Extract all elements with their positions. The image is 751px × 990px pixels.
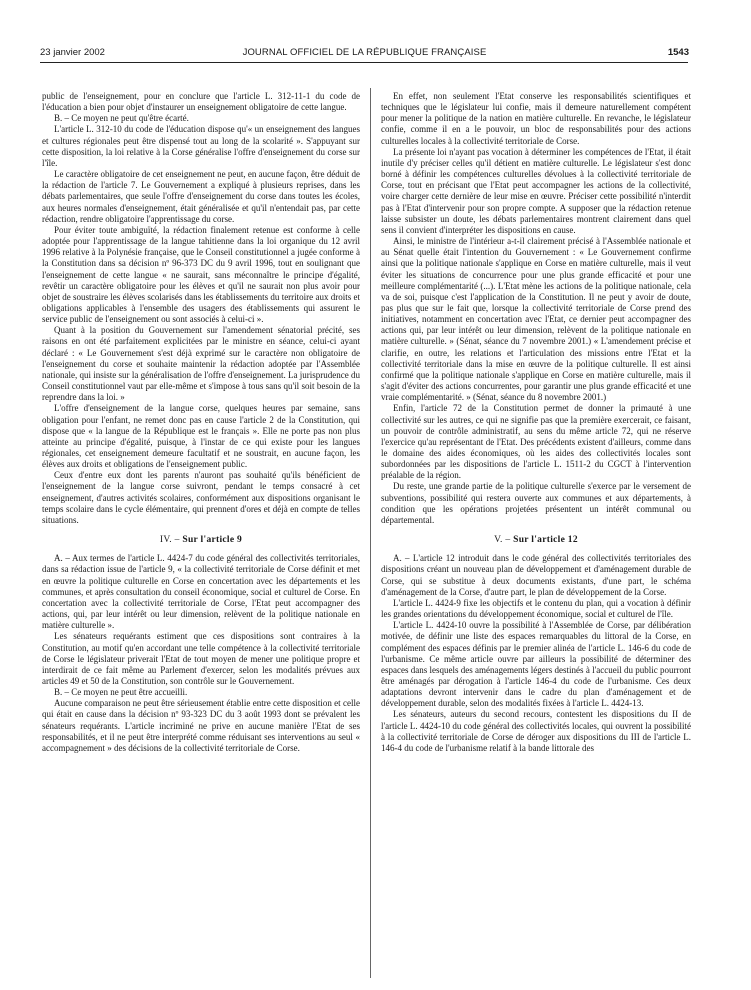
- section-heading: [381, 535, 691, 546]
- paragraph: Les sénateurs, auteurs du second recours, contestent les dispositions du II de l'article L. 4424-10 du code général des collectivités locales, qui ouvrent la possibilité à la collectivité territoriale de Corse de déroger aux dispositions du III de l'article L. 146-4 du code de l'urbanisme relatif à la bande littorale des: [381, 709, 691, 753]
- paragraph: Quant à la position du Gouvernement sur l'amendement sénatorial précité, ses raisons en ont été parfaitement explicitées par le ministre en séance, celui-ci ayant déclaré : « Le Gouvernement s'est déjà exprimé sur le caractère non obligatoire de l'enseignement du corse et souhaite maintenir la rédaction adoptée par l'Assemblée nationale, qui insiste sur la généralisation de l'offre d'enseignement. La jurisprudence du Conseil constitutionnel vaut par elle-même et s'impose à tous sans qu'il soit besoin de la reprendre dans la loi. »: [42, 325, 360, 403]
- section-heading: [42, 535, 360, 546]
- section-heading-number: IV. –: [159, 535, 180, 546]
- paragraph: B. – Ce moyen ne peut être accueilli.: [54, 687, 188, 698]
- section-heading-title: Sur l'article 9: [182, 535, 243, 546]
- left-column: [42, 91, 360, 754]
- page-header: [40, 47, 689, 61]
- paragraph: L'article L. 4424-9 fixe les objectifs et le contenu du plan, qui a vocation à définir les grandes orientations du développement économique, social et culturel de l'île.: [381, 597, 691, 620]
- paragraph: Pour éviter toute ambiguïté, la rédaction finalement retenue est conforme à celle adoptée pour l'apprentissage de la langue tahitienne dans la loi organique du 12 avril 1996 relative à la Polynésie française, que le Conseil constitutionnel a jugée conforme à la Constitution dans sa décision nº 96-373 DC du 9 avril 1996, tout en soulignant que l'enseignement de cette langue « ne saurait, sans méconnaître le principe d'égalité, revêtir un caractère obligatoire pour les élèves et qu'il ne saurait non plus avoir pour objet de soustraire les élèves scolarisés dans les établissements du territoire aux droits et obligations applicables à l'ensemble des usagers des établissements qui assurent le service public de l'enseignement ou sont associés à celui-ci ».: [42, 224, 360, 325]
- paragraph: L'article L. 312-10 du code de l'éducation dispose qu'« un enseignement des langues et cultures régionales peut être dispensé tout au long de la scolarité ». S'appuyant sur cette disposition, la loi relative à la Corse généralise l'offre d'enseignement du corse sur l'île.: [42, 124, 360, 168]
- header-page-number: 1543: [667, 47, 689, 58]
- header-date: 23 janvier 2002: [40, 47, 105, 58]
- paragraph: En effet, non seulement l'Etat conserve les responsabilités scientifiques et techniques que le législateur lui confie, mais il demeure naturellement compétent pour mener la politique de la nation en matière culturelle. En revanche, le législateur confie, comme il en a le pouvoir, un bloc de responsabilités pour des actions culturelles locales à la collectivité territoriale de Corse.: [381, 91, 691, 146]
- header-rule: [40, 62, 688, 63]
- paragraph: L'offre d'enseignement de la langue corse, quelques heures par semaine, sans obligation pour l'enfant, ne remet donc pas en cause l'article 2 de la Constitution, qui dispose que « la langue de la République est le français ». Elle ne porte pas non plus atteinte au principe d'égalité, puisque, à l'instar de ce qui existe pour les langues régionales, cet enseignement demeure facultatif et ne soustrait, en aucune façon, les élèves aux droits et obligations de l'enseignement public.: [42, 403, 360, 470]
- paragraph: La présente loi n'ayant pas vocation à déterminer les compétences de l'Etat, il était inutile d'y préciser celles qu'il détient en matière culturelle. Le législateur s'est donc borné à définir les compétences culturelles dévolues à la collectivité territoriale de Corse, tout en précisant que l'Etat peut accompagner les actions de la collectivité, voire charger cette dernière de leur mise en œuvre. Préciser cette possibilité n'interdit pas à l'Etat d'intervenir pour son propre compte. A supposer que la rédaction retenue laisse subsister un doute, les débats parlementaires montrent clairement dans quel sens il convient d'interpréter les dispositions en cause.: [381, 146, 691, 235]
- paragraph: Aucune comparaison ne peut être sérieusement établie entre cette disposition et celle qui était en cause dans la décision nº 93-323 DC du 3 août 1993 dont se prévalent les sénateurs requérants. L'article incriminé ne prive en aucune manière l'Etat de ses responsabilités, et il ne peut être interprété comme réduisant ses interventions au seul « accompagnement » des décisions de la collectivité territoriale de Corse.: [42, 698, 360, 753]
- paragraph: Du reste, une grande partie de la politique culturelle s'exerce par le versement de subventions, possibilité qui restera ouverte aux communes et aux départements, à condition que les opérations projetées présentent un intérêt communal ou départemental.: [381, 481, 691, 525]
- paragraph: Ainsi, le ministre de l'intérieur a-t-il clairement précisé à l'Assemblée nationale et au Sénat quelle était l'intention du Gouvernement : « Le Gouvernement confirme ainsi que la politique nationale s'applique en Corse en matière culturelle, mais il veut éviter les situations de concurrence pour une plus grande efficacité et pour une meilleure complémentarité (...). L'Etat mène les actions de la politique nationale, cela va de soi, puisque c'est l'application de la Constitution. Il ne peut y avoir de doute, pas plus que sur le fait que, lorsque la collectivité territoriale de Corse prend des initiatives, notamment en concertation avec l'Etat, ce dernier peut accompagner des actions qui, par leur intérêt ou leur dimension, relèvent de la politique nationale en matière culturelle. » (Sénat, séance du 7 novembre 2001.) « L'amendement précise et clarifie, en outre, les relations et l'articulation des missions entre l'Etat et la collectivité territoriale dans la mise en œuvre de la politique culturelle. Il est ainsi confirmé que la politique nationale s'applique en Corse en matière culturelle, mais il s'agit d'éviter des actions concurrentes, pour garantir une plus grande efficacité et une vraie complémentarité. » (Sénat, séance du 8 novembre 2001.): [381, 236, 691, 403]
- paragraph: B. – Ce moyen ne peut qu'être écarté.: [54, 113, 189, 124]
- paragraph: Les sénateurs requérants estiment que ces dispositions sont contraires à la Constitution, au motif qu'en accordant une telle compétence à la collectivité territoriale de Corse le législateur priverait l'Etat de tout moyen de mener une politique propre et interdirait de ce fait même au Parlement d'exercer, selon les modalités prévues aux articles 49 et 50 de la Constitution, son contrôle sur le Gouvernement.: [42, 631, 360, 686]
- paragraph: Le caractère obligatoire de cet enseignement ne peut, en aucune façon, être déduit de la rédaction de l'article 7. Le Gouvernement a expliqué à plusieurs reprises, dans les débats parlementaires, que seule l'offre d'enseignement du corse dans toutes les écoles, aux heures normales d'enseignement, était généralisée et qu'il n'entendait pas, par cette rédaction, rendre obligatoire l'apprentissage du corse.: [42, 169, 360, 224]
- right-column: [381, 91, 691, 754]
- section-heading-title: Sur l'article 12: [513, 535, 578, 546]
- paragraph: A. – Aux termes de l'article L. 4424-7 du code général des collectivités territoriales, dans sa rédaction issue de l'article 9, « la collectivité territoriale de Corse définit et met en œuvre la politique culturelle en Corse en concertation avec les départements et les communes, et après consultation du conseil économique, social et culturel de Corse. En concertation avec la collectivité territoriale de Corse, l'Etat peut accompagner des actions, qui, par leur intérêt ou leur dimension, relèvent de la politique nationale en matière culturelle ».: [42, 553, 360, 631]
- paragraph: public de l'enseignement, pour en conclure que l'article L. 312-11-1 du code de l'éducation a bien pour objet d'instaurer un enseignement obligatoire de cette langue.: [42, 91, 360, 113]
- column-separator: [370, 88, 371, 978]
- section-heading-number: V. –: [494, 535, 511, 546]
- paragraph: Enfin, l'article 72 de la Constitution permet de donner la primauté à une collectivité sur les autres, ce qui ne signifie pas que la première exercerait, ce faisant, un pouvoir de contrôle administratif, au sens du même article 72, qui ne réserve l'exercice qu'au représentant de l'Etat. Des précédents existent d'ailleurs, comme dans le domaine des aides économiques, où les aides des collectivités locales sont subordonnées par les dispositions de l'article L. 1511-2 du CGCT à l'intervention préalable de la région.: [381, 403, 691, 481]
- header-title: JOURNAL OFFICIEL DE LA RÉPUBLIQUE FRANÇAISE: [242, 47, 487, 58]
- paragraph: A. – L'article 12 introduit dans le code général des collectivités territoriales des dispositions créant un nouveau plan de développement et d'aménagement durable de Corse, qui se substitue à deux documents existants, d'une part, le schéma d'aménagement de la Corse, d'autre part, le plan de développement de la Corse.: [381, 553, 691, 597]
- paragraph: L'article L. 4424-10 ouvre la possibilité à l'Assemblée de Corse, par délibération motivée, de définir une liste des espaces remarquables du littoral de la Corse, en complément des espaces définis par le premier alinéa de l'article L. 146-6 du code de l'urbanisme. Ce même article ouvre par ailleurs la possibilité de déterminer des espaces dans lesquels des aménagements légers destinés à l'accueil du public pourront être aménagés par dérogation à l'article 146-4 du code de l'urbanisme. Ces deux adaptations devront intervenir dans le cadre du plan d'aménagement et de développement durable, selon des modalités fixées à l'article L. 4424-13.: [381, 620, 691, 709]
- paragraph: Ceux d'entre eux dont les parents n'auront pas souhaité qu'ils bénéficient de l'enseignement de la langue corse suivront, pendant le temps consacré à cet enseignement, d'autres activités scolaires, conformément aux dispositions organisant le temps scolaire dans le cycle élémentaire, qui prennent d'ores et déjà en compte de telles situations.: [42, 470, 360, 525]
